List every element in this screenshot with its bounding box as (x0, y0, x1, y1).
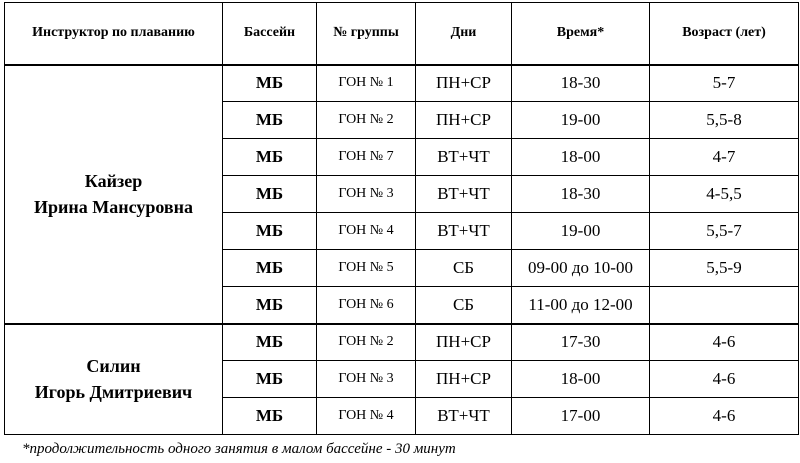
time-cell: 18-30 (512, 65, 650, 102)
age-cell: 5-7 (650, 65, 799, 102)
group-cell: ГОН № 4 (317, 213, 416, 250)
days-cell: ПН+СР (416, 102, 512, 139)
header-days: Дни (416, 3, 512, 65)
pool-cell: МБ (223, 176, 317, 213)
group-cell: ГОН № 3 (317, 176, 416, 213)
schedule-table (4, 2, 799, 435)
time-cell: 19-00 (512, 213, 650, 250)
days-cell: ВТ+ЧТ (416, 213, 512, 250)
group-cell: ГОН № 6 (317, 287, 416, 324)
instructor-surname: Кайзер (84, 171, 143, 191)
pool-cell: МБ (223, 102, 317, 139)
pool-cell: МБ (223, 361, 317, 398)
instructor-surname: Силин (86, 356, 141, 377)
instructor-given-name: Ирина Мансуровна (33, 197, 194, 217)
instructor-name-cell (5, 324, 223, 435)
days-cell: ВТ+ЧТ (416, 398, 512, 435)
group-cell: ГОН № 2 (317, 324, 416, 361)
pool-cell: МБ (223, 287, 317, 324)
instructor-given-name: Игорь Дмитриевич (34, 382, 193, 403)
days-cell: ВТ+ЧТ (416, 139, 512, 176)
time-cell: 09-00 до 10-00 (512, 250, 650, 287)
time-cell: 18-30 (512, 176, 650, 213)
pool-cell: МБ (223, 324, 317, 361)
group-cell: ГОН № 1 (317, 65, 416, 102)
header-time: Время* (512, 3, 650, 65)
group-cell: ГОН № 5 (317, 250, 416, 287)
days-cell: ПН+СР (416, 361, 512, 398)
pool-cell: МБ (223, 139, 317, 176)
group-cell: ГОН № 3 (317, 361, 416, 398)
header-pool: Бассейн (223, 3, 317, 65)
time-cell: 11-00 до 12-00 (512, 287, 650, 324)
header-instructor: Инструктор по плаванию (5, 3, 223, 65)
age-cell: 4-7 (650, 139, 799, 176)
age-cell: 5,5-8 (650, 102, 799, 139)
days-cell: СБ (416, 287, 512, 324)
age-cell (650, 287, 799, 324)
time-cell: 17-00 (512, 398, 650, 435)
days-cell: СБ (416, 250, 512, 287)
age-cell: 4-5,5 (650, 176, 799, 213)
header-row (5, 3, 799, 65)
days-cell: ПН+СР (416, 65, 512, 102)
age-cell: 5,5-7 (650, 213, 799, 250)
time-cell: 17-30 (512, 324, 650, 361)
days-cell: ВТ+ЧТ (416, 176, 512, 213)
group-cell: ГОН № 2 (317, 102, 416, 139)
header-age: Возраст (лет) (650, 3, 799, 65)
time-cell: 18-00 (512, 361, 650, 398)
pool-cell: МБ (223, 213, 317, 250)
instructor-name-cell (5, 65, 223, 324)
time-cell: 18-00 (512, 139, 650, 176)
table-row (5, 65, 799, 102)
age-cell: 4-6 (650, 361, 799, 398)
group-cell: ГОН № 4 (317, 398, 416, 435)
group-cell: ГОН № 7 (317, 139, 416, 176)
table-row (5, 324, 799, 361)
age-cell: 4-6 (650, 324, 799, 361)
pool-cell: МБ (223, 398, 317, 435)
age-cell: 5,5-9 (650, 250, 799, 287)
pool-cell: МБ (223, 65, 317, 102)
age-cell: 4-6 (650, 398, 799, 435)
time-cell: 19-00 (512, 102, 650, 139)
footnote: *продолжительность одного занятия в малом бассейне - 30 минут (22, 441, 456, 457)
days-cell: ПН+СР (416, 324, 512, 361)
header-group: № группы (317, 3, 416, 65)
pool-cell: МБ (223, 250, 317, 287)
